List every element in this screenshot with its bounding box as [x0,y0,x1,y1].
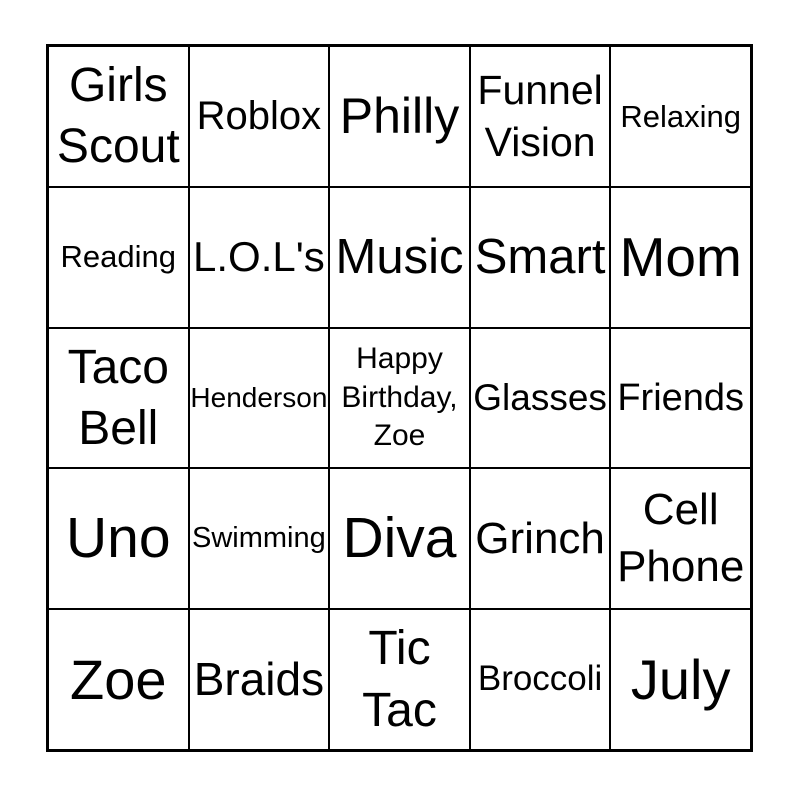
bingo-cell-girls-scout[interactable]: Girls Scout [48,46,189,187]
bingo-cell-happy-birthday-zoe[interactable]: Happy Birthday, Zoe [329,328,470,469]
bingo-cell-broccoli[interactable]: Broccoli [470,609,611,750]
bingo-cell-l-o-l-s[interactable]: L.O.L's [189,187,330,328]
bingo-cell-reading[interactable]: Reading [48,187,189,328]
bingo-cell-tic-tac[interactable]: Tic Tac [329,609,470,750]
bingo-cell-july[interactable]: July [610,609,751,750]
bingo-cell-glasses[interactable]: Glasses [470,328,611,469]
bingo-cell-mom[interactable]: Mom [610,187,751,328]
bingo-cell-taco-bell[interactable]: Taco Bell [48,328,189,469]
bingo-cell-uno[interactable]: Uno [48,468,189,609]
bingo-cell-philly[interactable]: Philly [329,46,470,187]
bingo-cell-braids[interactable]: Braids [189,609,330,750]
bingo-cell-henderson[interactable]: Henderson [189,328,330,469]
bingo-cell-smart[interactable]: Smart [470,187,611,328]
bingo-cell-swimming[interactable]: Swimming [189,468,330,609]
bingo-cell-zoe[interactable]: Zoe [48,609,189,750]
bingo-cell-funnel-vision[interactable]: Funnel Vision [470,46,611,187]
bingo-cell-cell-phone[interactable]: Cell Phone [610,468,751,609]
bingo-cell-relaxing[interactable]: Relaxing [610,46,751,187]
bingo-cell-music[interactable]: Music [329,187,470,328]
bingo-cell-friends[interactable]: Friends [610,328,751,469]
bingo-cell-grinch[interactable]: Grinch [470,468,611,609]
bingo-cell-roblox[interactable]: Roblox [189,46,330,187]
bingo-cell-diva[interactable]: Diva [329,468,470,609]
bingo-grid [46,44,753,752]
